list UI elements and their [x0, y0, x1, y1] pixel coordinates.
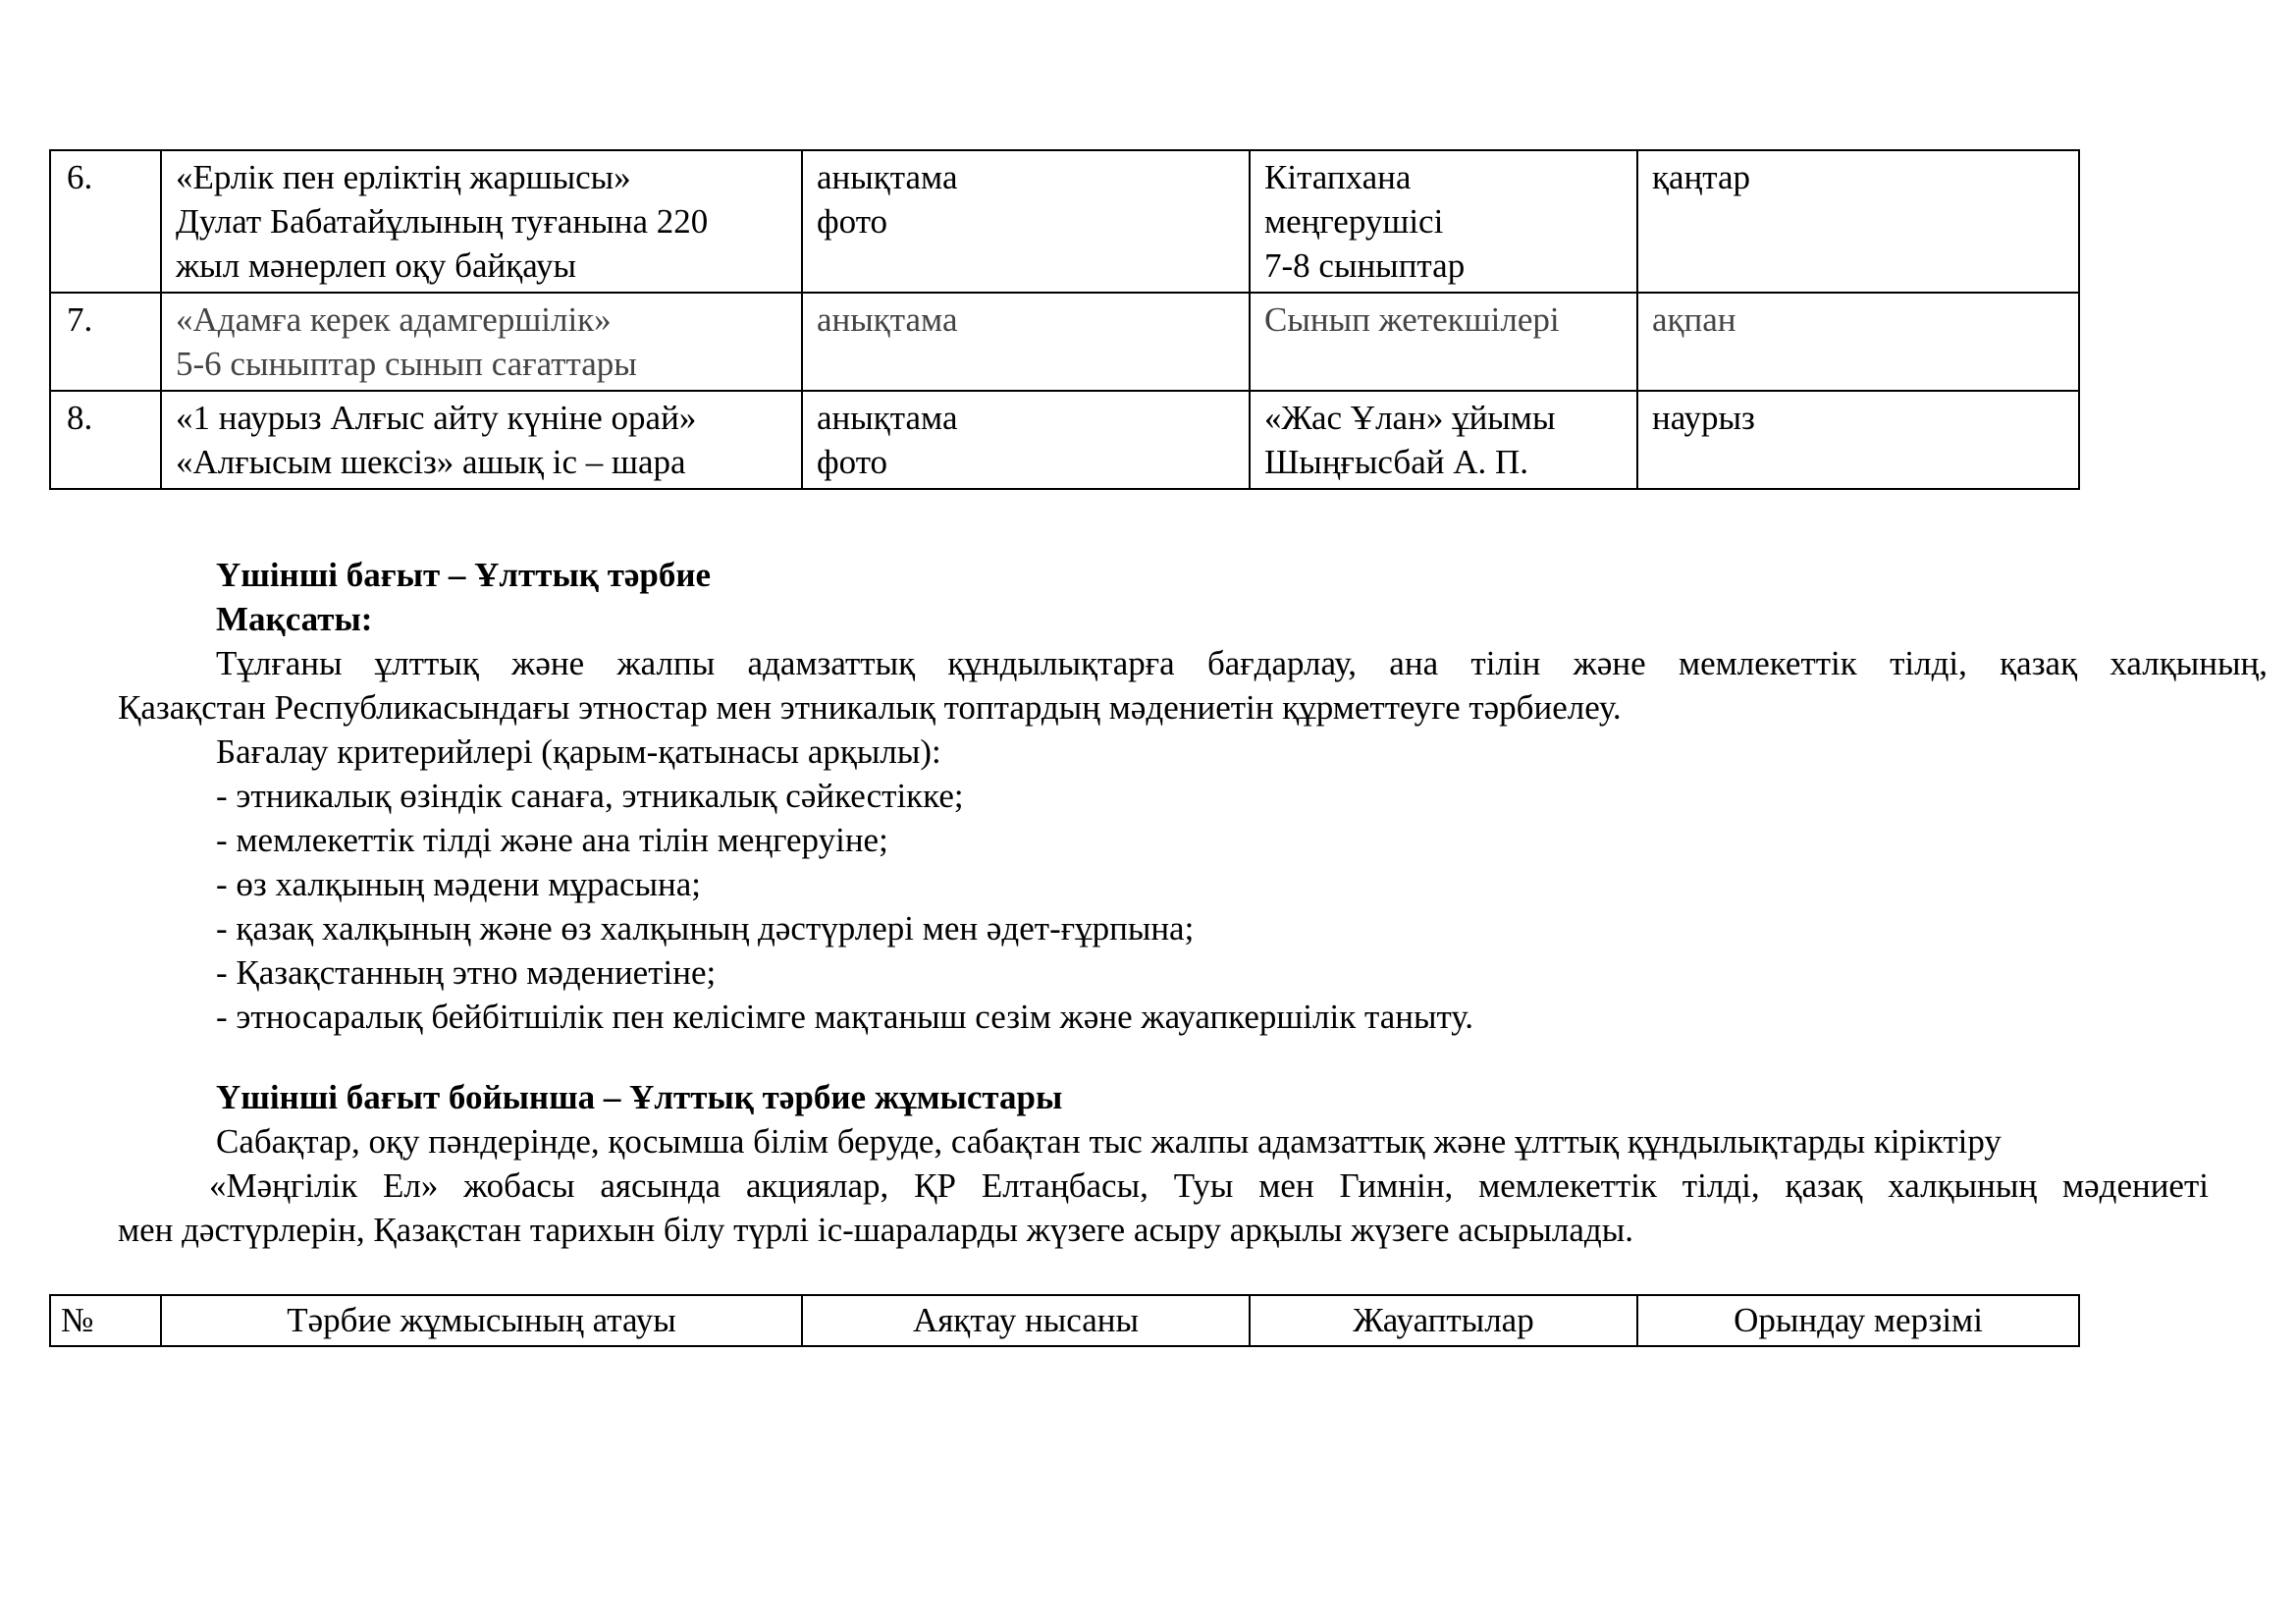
events-table	[49, 149, 2080, 490]
due-date: наурыз	[1637, 391, 2079, 489]
section-national-upbringing	[118, 553, 2268, 1039]
criteria-item: - өз халқының мәдени мұрасына;	[216, 865, 702, 903]
event-title: «1 наурыз Алғыс айту күніне орай» «Алғысым шексіз» ашық іс – шара	[161, 391, 802, 489]
column-header-number: №	[50, 1295, 161, 1346]
row-number: 7.	[50, 293, 161, 391]
row-number: 8.	[50, 391, 161, 489]
section-national-work	[118, 1075, 2209, 1252]
responsible: «Жас Ұлан» ұйымы Шыңғысбай А. П.	[1250, 391, 1637, 489]
responsible: Сынып жетекшілері	[1250, 293, 1637, 391]
completion-form: анықтама	[802, 293, 1250, 391]
table-row	[50, 150, 2079, 293]
completion-form: анықтама фото	[802, 391, 1250, 489]
work-text-line-1: Сабақтар, оқу пәндерінде, қосымша білім беруде, сабақтан тыс жалпы адамзаттық және ұлттық құндылықтарды кіріктіру	[216, 1122, 2002, 1161]
due-date: қаңтар	[1637, 150, 2079, 293]
row-number: 6.	[50, 150, 161, 293]
goal-label: Мақсаты:	[216, 600, 373, 638]
work-text-line-3: мен дәстүрлерін, Қазақстан тарихын білу түрлі іс-шараларды жүзеге асыру арқылы жүзеге асырылады.	[118, 1211, 1633, 1249]
column-header-date: Орындау мерзімі	[1637, 1295, 2079, 1346]
responsible: Кітапхана меңгерушісі 7-8 сыныптар	[1250, 150, 1637, 293]
criteria-item: - мемлекеттік тілді және ана тілін меңгеруіне;	[216, 821, 888, 859]
goal-text-line-1: Тұлғаны ұлттық және жалпы адамзаттық құндылықтарға бағдарлау, ана тілін және мемлекеттік тілді, қазақ халқының,	[216, 644, 2268, 682]
criteria-item: - этносаралық бейбітшілік пен келісімге мақтаныш сезім және жауапкершілік таныту.	[216, 998, 1474, 1036]
criteria-item: - этникалық өзіндік санаға, этникалық сәйкестікке;	[216, 777, 964, 815]
criteria-item: - қазақ халқының және өз халқының дәстүрлері мен әдет-ғұрпына;	[216, 909, 1195, 947]
column-header-responsible: Жауаптылар	[1250, 1295, 1637, 1346]
completion-form: анықтама фото	[802, 150, 1250, 293]
criteria-item: - Қазақстанның этно мәдениетіне;	[216, 953, 717, 992]
table-header-row	[50, 1295, 2079, 1346]
due-date: ақпан	[1637, 293, 2079, 391]
column-header-form: Аяқтау нысаны	[802, 1295, 1250, 1346]
table-row	[50, 293, 2079, 391]
work-plan-table-header	[49, 1294, 2080, 1347]
section-heading: Үшінші бағыт бойынша – Ұлттық тәрбие жұмыстары	[216, 1078, 1063, 1116]
goal-text-line-2: Қазақстан Республикасындағы этностар мен этникалық топтардың мәдениетін құрметтеуге тәрбиелеу.	[118, 688, 1622, 727]
column-header-title: Тәрбие жұмысының атауы	[161, 1295, 802, 1346]
event-title: «Ерлік пен ерліктің жаршысы» Дулат Бабатайұлының туғанына 220 жыл мәнерлеп оқу байқауы	[161, 150, 802, 293]
event-title: «Адамға керек адамгершілік» 5-6 сыныптар сынып сағаттары	[161, 293, 802, 391]
criteria-label: Бағалау критерийлері (қарым-қатынасы арқылы):	[216, 732, 941, 771]
section-heading: Үшінші бағыт – Ұлттық тәрбие	[216, 556, 712, 594]
table-row	[50, 391, 2079, 489]
work-text-line-2: «Мәңгілік Ел» жобасы аясында акциялар, ҚР Елтаңбасы, Туы мен Гимнін, мемлекеттік тілді, қазақ халқының мәдениеті	[209, 1166, 2209, 1205]
